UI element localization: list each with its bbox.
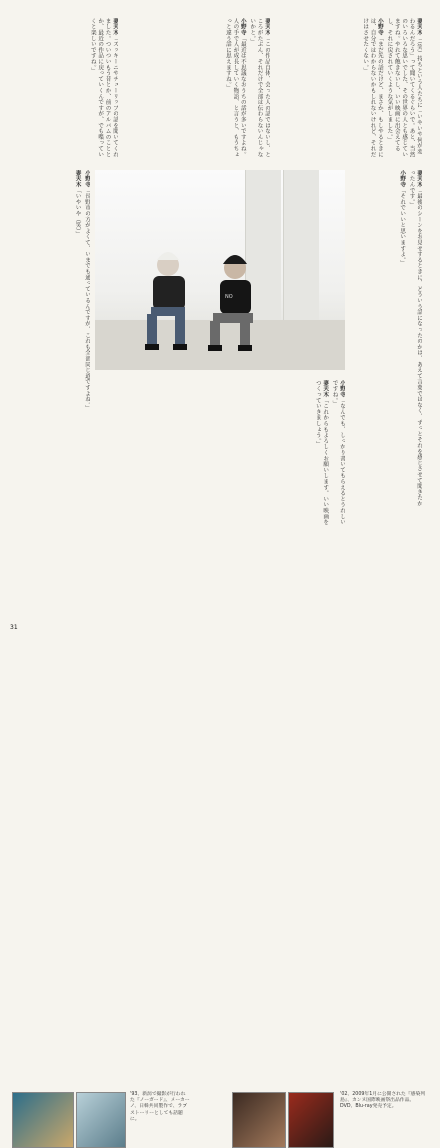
text-column-bottom-middle: [95, 380, 345, 530]
dialogue-text: 「（笑）持ちという人たちに「いやいや何が変わるんだろう」って聞いてくるぐらいで。あと、当然のいろいろな思いでした、その世界の人とも感じていますね。やれて飽きないし、いい映画に出会えてるし、それに戻されていくような気がしました。」: [386, 18, 422, 158]
speaker-name: 小野寺: [399, 170, 406, 188]
text-column-top-left: [18, 18, 118, 158]
dialogue-text: 「最後のシーンをお見せするときに、どういう話になったのかは、あえて言葉ではなく、ずっとそれを感じさせて聞きたかったんです。」: [408, 170, 422, 507]
speaker-name: 妻夫木: [112, 18, 118, 36]
dialogue-text: 「それでいいと思いますよ。」: [399, 187, 406, 266]
speaker-name: 小野寺: [376, 18, 383, 36]
text-column-right-middle: [350, 170, 422, 510]
speaker-name: 妻夫木: [264, 18, 270, 36]
speaker-name: 小野寺: [84, 170, 90, 188]
dialogue-text: 「長野市の方がよくて、いまでも通っているんですが、これも全部同じ道ですよね。」: [84, 187, 90, 411]
film-caption-left: '93、新潟で撮影が行われた『ノーガード』、メーカーノ、日韓共同製作で、ラブストーリーとしても話題に。: [130, 1092, 190, 1122]
film-caption-right: '02、2009年1月に公開された『感染列島』、カンヌ国際映画祭出品作品。DVD、Blu-ray発売予定。: [340, 1092, 426, 1110]
dialogue-text: 「まだ先の話だけど、まさか、もしやるときには、自分ではわからないかもしれないけれど、それだけはさせたくない。」: [362, 18, 383, 158]
film-still-1: [12, 1092, 74, 1148]
dialogue-text: 「この作品自体、会った人の話ではないし、ところがたぶん、それだけで全部は伝わらないんじゃないかと。」: [249, 18, 270, 158]
film-still-3: [232, 1092, 286, 1148]
film-still-2: [76, 1092, 126, 1148]
two-men-seated-illustration: [95, 170, 345, 370]
speaker-name: 妻夫木: [74, 170, 81, 188]
speaker-name: 小野寺: [339, 380, 345, 398]
page-number: 31: [10, 624, 18, 631]
dialogue-text: 「これからもよろしくお願いします。いい映画をつくっていきましょう。」: [314, 380, 329, 526]
speaker-name: 妻夫木: [416, 170, 422, 188]
interview-photo: [95, 170, 345, 370]
speaker-name: 小野寺: [239, 18, 246, 36]
text-column-top-right: [272, 18, 422, 158]
text-column-left-middle: [18, 170, 90, 510]
dialogue-text: 「ズッキーニやチューリップの話を聞いてくれました。ついついもう昔とか、前のアルバムのこととか、最近の作品に戻っていくんですが、でも喋っていくと楽しいですね。」: [89, 18, 118, 158]
footer-strip: [0, 540, 440, 1122]
film-still-4: [288, 1092, 334, 1148]
speaker-name: 妻夫木: [322, 380, 329, 398]
dialogue-text: 「なんでも、しっかり書いてもらえるとうれしいですね。」: [331, 380, 345, 526]
svg-text:NO: NO: [225, 294, 233, 300]
dialogue-text: 「最近は不思議なおうちの話が多いですよね。人の手で人が成長していく物語、と言うと、もうちょっと違う話に思えますね。」: [224, 18, 246, 158]
text-column-top-middle: [120, 18, 270, 158]
speaker-name: 妻夫木: [416, 18, 422, 36]
dialogue-text: 「いやいや（笑）」: [74, 187, 81, 237]
